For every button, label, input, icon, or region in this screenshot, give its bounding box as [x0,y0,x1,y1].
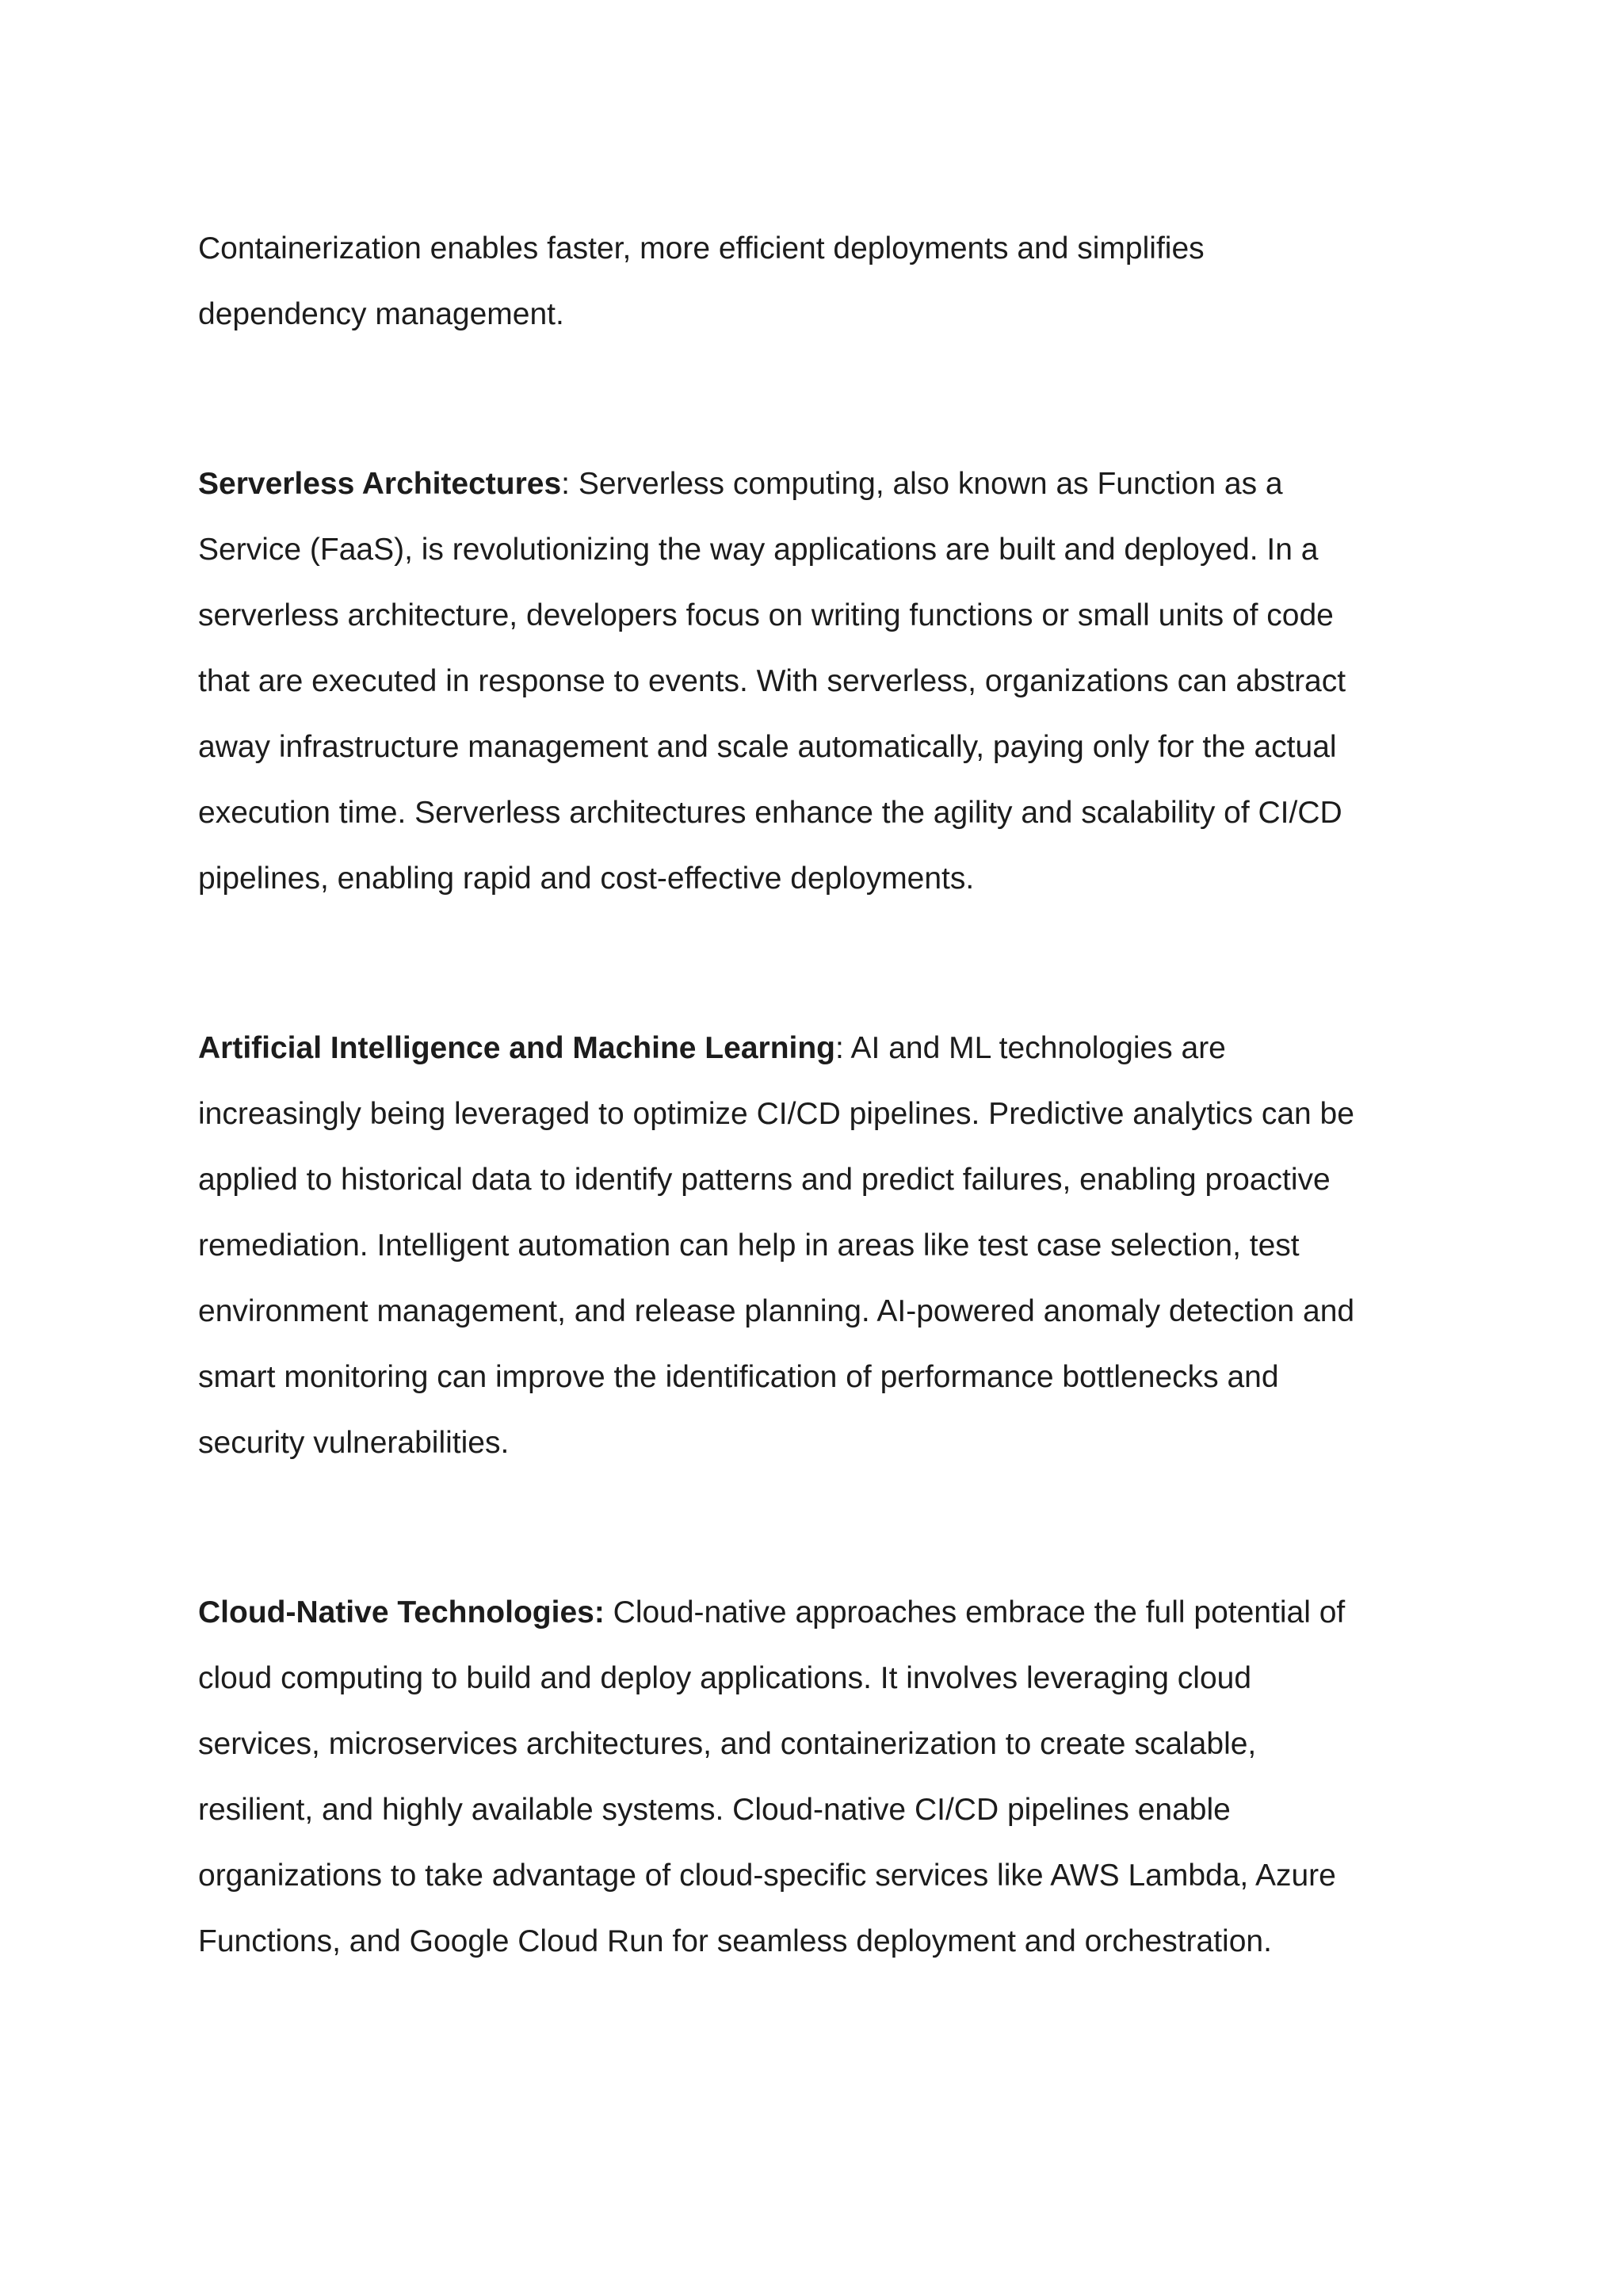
paragraph-line: increasingly being leveraged to optimize CI/CD pipelines. Predictive analytics can be [198,1097,1354,1131]
paragraph-line: that are executed in response to events. With serverless, organizations can abstract [198,664,1346,698]
paragraph-containerization [198,216,1450,347]
paragraph-line: pipelines, enabling rapid and cost-effective deployments. [198,861,975,896]
paragraph-line: services, microservices architectures, and containerization to create scalable, [198,1727,1257,1761]
paragraph-line: remediation. Intelligent automation can help in areas like test case selection, test [198,1228,1300,1263]
paragraph-line: serverless architecture, developers focus on writing functions or small units of code [198,598,1334,632]
paragraph-serverless [198,451,1450,911]
paragraph-line: Functions, and Google Cloud Run for seamless deployment and orchestration. [198,1924,1272,1958]
section-heading-cloud-native: Cloud-Native Technologies: [198,1595,605,1629]
paragraph-line: applied to historical data to identify patterns and predict failures, enabling proactive [198,1163,1331,1197]
paragraph-text: : AI and ML technologies are [835,1031,1226,1065]
paragraph-line: security vulnerabilities. [198,1426,510,1460]
paragraph-line: Containerization enables faster, more efficient deployments and simplifies [198,231,1205,266]
paragraph-line: away infrastructure management and scale automatically, paying only for the actual [198,730,1337,764]
document-body [198,216,1450,1974]
section-heading-ai-ml: Artificial Intelligence and Machine Learning [198,1031,835,1065]
section-heading-serverless: Serverless Architectures [198,467,562,501]
paragraph-line: execution time. Serverless architectures enhance the agility and scalability of CI/CD [198,796,1342,830]
paragraph-first-line [198,1580,1450,1645]
paragraph-text: Cloud-native approaches embrace the full potential of [604,1595,1346,1629]
paragraph-cloud-native [198,1580,1450,1974]
paragraph-line: Service (FaaS), is revolutionizing the way applications are built and deployed. In a [198,533,1319,567]
paragraph-line: resilient, and highly available systems. Cloud-native CI/CD pipelines enable [198,1793,1231,1827]
paragraph-line: dependency management. [198,297,564,331]
paragraph-line: smart monitoring can improve the identification of performance bottlenecks and [198,1360,1279,1394]
paragraph-ai-ml [198,1015,1450,1476]
paragraph-line: organizations to take advantage of cloud-specific services like AWS Lambda, Azure [198,1859,1336,1893]
paragraph-text: : Serverless computing, also known as Function as a [561,467,1283,501]
paragraph-first-line [198,1015,1450,1081]
paragraph-line: environment management, and release planning. AI-powered anomaly detection and [198,1294,1355,1328]
paragraph-line: cloud computing to build and deploy applications. It involves leveraging cloud [198,1661,1252,1695]
paragraph-first-line [198,451,1450,517]
